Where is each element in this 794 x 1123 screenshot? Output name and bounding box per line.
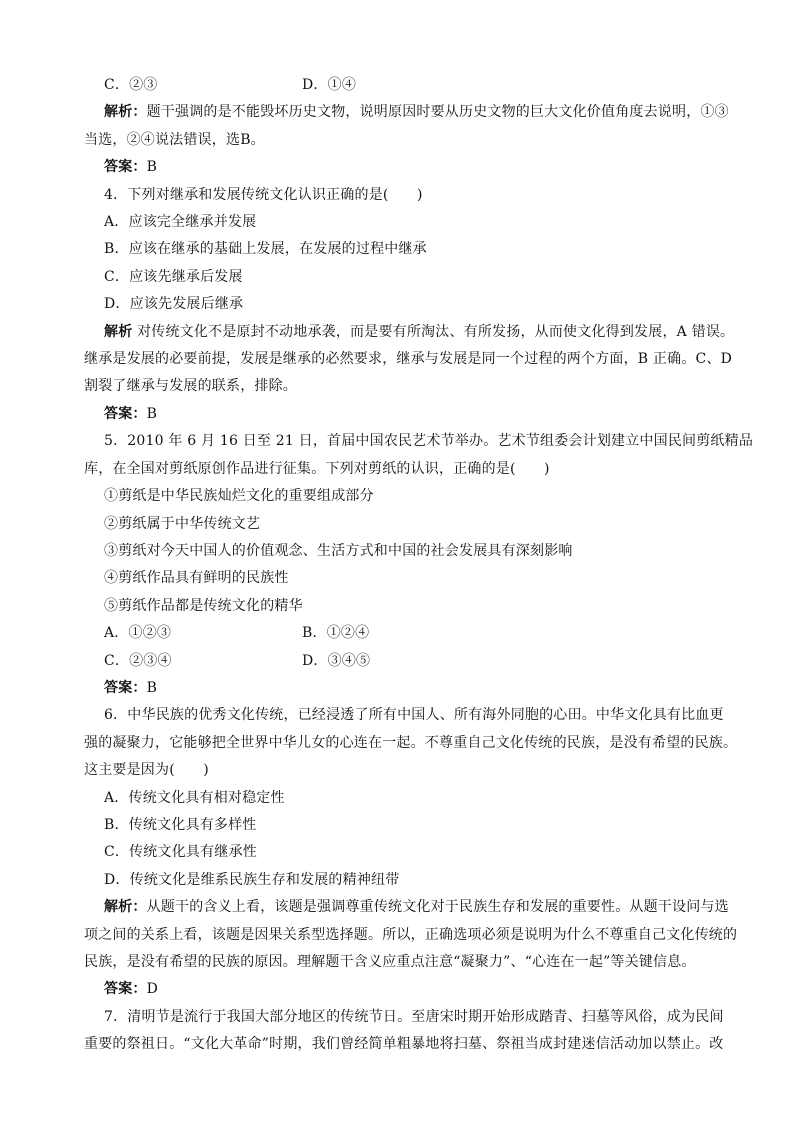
answer-value: B <box>146 679 158 696</box>
explanation-text-line: 割裂了继承与发展的联系，排除。 <box>84 378 297 395</box>
question-5-answer <box>84 675 710 702</box>
question-7-stem: 7．清明节是流行于我国大部分地区的传统节日。至唐宋时期开始形成踏青、扫墓等风俗，成为民间 <box>104 1008 724 1025</box>
explanation-text-line: 民族，是没有希望的民族的原因。理解题干含义应重点注意“凝聚力”、“心连在一起”等关键信息。 <box>84 954 696 970</box>
answer-value: B <box>146 405 158 422</box>
option-c[interactable]: C．应该先继承后发展 <box>104 268 243 285</box>
question-5-stem-line: 库，在全国对剪纸原创作品进行征集。下列对剪纸的认识，正确的是( ) <box>84 460 550 477</box>
option-c[interactable]: C．传统文化具有继承性 <box>104 844 257 861</box>
option-b[interactable]: B．应该在继承的基础上发展，在发展的过程中继承 <box>104 241 427 258</box>
answer-label: 答案： <box>104 679 147 696</box>
explanation-text: 从题干的含义上看，该题是强调尊重传统文化对于民族生存和发展的重要性。从题干设问与选 <box>146 899 729 916</box>
explanation-text-line: 继承是发展的必要前提，发展是继承的必然要求，继承与发展是同一个过程的两个方面，B 正确。C、D <box>84 351 733 368</box>
statement-5: ⑤剪纸作品都是传统文化的精华 <box>104 597 303 614</box>
option-c[interactable]: C．②③ <box>104 77 158 93</box>
option-d[interactable]: D．传统文化是维系民族生存和发展的精神纽带 <box>104 871 400 888</box>
question-3-answer <box>84 154 710 181</box>
explanation-text-line: 当选，②④说法错误，选B。 <box>84 131 265 148</box>
explanation-text: 对传统文化不是原封不动地承袭，而是要有所淘汰、有所发扬，从而使文化得到发展，A 错误。 <box>137 323 735 340</box>
answer-value: D <box>146 981 159 998</box>
option-b[interactable]: B．①②④ <box>302 625 370 642</box>
question-6-stem-line: 强的凝聚力，它能够把全世界中华儿女的心连在一起。不尊重自己文化传统的民族，是没有希望的民族。 <box>84 734 738 751</box>
question-3-explanation <box>84 99 729 126</box>
question-6-stem-line: 这主要是因为( ) <box>84 762 209 779</box>
option-d[interactable]: D．③④⑤ <box>302 652 371 669</box>
question-6-explanation <box>84 894 729 921</box>
question-7-stem-line: 重要的祭祖日。“文化大革命”时期，我们曾经简单粗暴地将扫墓、祭祖当成封建迷信活动加以禁止。改 <box>84 1036 724 1053</box>
answer-label: 答案： <box>104 981 147 998</box>
answer-value: B <box>146 159 158 176</box>
explanation-text-line: 项之间的关系上看，该题是因果关系型选择题。所以，正确选项必须是说明为什么不尊重自己文化传统的 <box>84 926 738 943</box>
option-c[interactable]: C．②③④ <box>104 652 172 669</box>
question-6-answer <box>84 976 710 1003</box>
answer-label: 答案： <box>104 405 147 422</box>
question-6-stem: 6．中华民族的优秀文化传统，已经浸透了所有中国人、所有海外同胞的心田。中华文化具有比血更 <box>104 707 724 724</box>
statement-4: ④剪纸作品具有鲜明的民族性 <box>104 570 289 587</box>
question-5-options-ab <box>84 620 710 647</box>
option-a[interactable]: A．应该完全继承并发展 <box>104 214 257 231</box>
question-4-answer <box>84 401 710 428</box>
option-b[interactable]: B．传统文化具有多样性 <box>104 816 257 833</box>
option-a[interactable]: A．①②③ <box>104 625 172 642</box>
option-d[interactable]: D．①④ <box>302 77 357 93</box>
question-4-explanation <box>84 319 735 346</box>
option-a[interactable]: A．传统文化具有相对稳定性 <box>104 789 285 806</box>
question-4-stem: 4．下列对继承和发展传统文化认识正确的是( ) <box>104 186 423 203</box>
explanation-label: 解析 <box>104 323 133 340</box>
answer-label: 答案： <box>104 159 147 176</box>
explanation-text: 题干强调的是不能毁坏历史文物，说明原因时要从历史文物的巨大文化价值角度去说明，①③ <box>146 104 729 121</box>
explanation-label: 解析： <box>104 899 147 916</box>
statement-3: ③剪纸对今天中国人的价值观念、生活方式和中国的社会发展具有深刻影响 <box>104 542 573 559</box>
question-5-options-cd <box>84 648 710 675</box>
statement-2: ②剪纸属于中华传统文艺 <box>104 515 261 532</box>
question-5-stem: 5．2010 年 6 月 16 日至 21 日，首届中国农民艺术节举办。艺术节组委会计划建立中国民间剪纸精品 <box>104 433 754 450</box>
question-3-options-cd <box>84 72 710 99</box>
option-d[interactable]: D．应该先发展后继承 <box>104 296 244 313</box>
statement-1: ①剪纸是中华民族灿烂文化的重要组成部分 <box>104 488 374 505</box>
explanation-label: 解析： <box>104 104 147 121</box>
